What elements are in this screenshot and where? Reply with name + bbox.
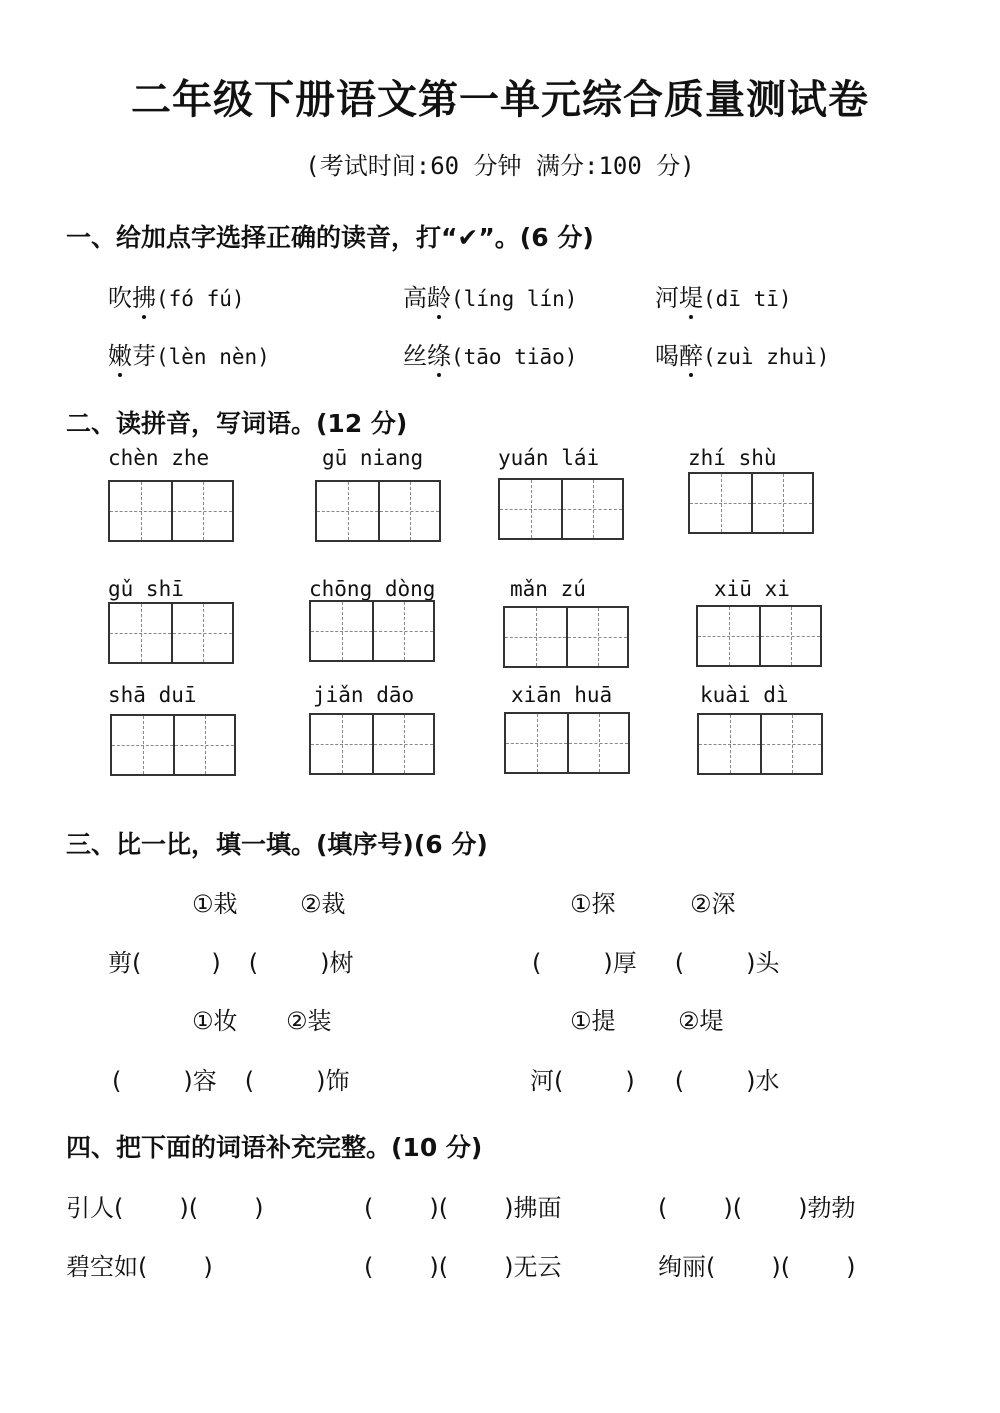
pinyin-label: mǎn zú (510, 577, 586, 601)
pronunciation-item: 河堤(dī tī) (655, 278, 792, 313)
pronunciation-item: 高龄(líng lín) (403, 278, 577, 313)
page-title: 二年级下册语文第一单元综合质量测试卷 (131, 77, 869, 123)
dotted-char: 堤 (679, 278, 703, 313)
option-label: ①栽 (192, 890, 238, 918)
pronunciation-item: 喝醉(zuì zhuì) (655, 336, 829, 371)
writing-grid[interactable] (503, 606, 629, 668)
pinyin-label: chèn zhe (108, 446, 210, 470)
pinyin-label: zhí shù (688, 446, 777, 470)
section-3-heading: 三、比一比，填一填。(填序号)(6 分) (66, 830, 488, 859)
dotted-char: 龄 (427, 278, 451, 313)
idiom-blank[interactable]: 引人( )( ) (66, 1194, 264, 1222)
writing-grid[interactable] (315, 480, 441, 542)
option-label: ①探 (570, 890, 616, 918)
writing-grid[interactable] (108, 480, 234, 542)
fill-blank[interactable]: ( )容 ( )饰 (112, 1067, 350, 1095)
writing-grid[interactable] (108, 602, 234, 664)
writing-grid[interactable] (498, 478, 624, 540)
pronunciation-item: 丝绦(tāo tiāo) (403, 336, 577, 371)
idiom-blank[interactable]: 绚丽( )( ) (658, 1253, 856, 1281)
idiom-blank[interactable]: ( )( )勃勃 (658, 1194, 856, 1222)
exam-info: (考试时间:60 分钟 满分:100 分) (305, 152, 695, 180)
section-2-heading: 二、读拼音，写词语。(12 分) (66, 409, 408, 438)
pronunciation-item: 嫩芽(lèn nèn) (108, 336, 270, 371)
dotted-char: 绦 (427, 336, 451, 371)
pinyin-label: gǔ shī (108, 577, 184, 601)
option-label: ①妆 (192, 1007, 238, 1035)
pinyin-label: shā duī (108, 683, 197, 707)
writing-grid[interactable] (504, 712, 630, 774)
idiom-blank[interactable]: 碧空如( ) (66, 1253, 213, 1281)
idiom-blank[interactable]: ( )( )无云 (364, 1253, 562, 1281)
pinyin-label: xiū xi (714, 577, 790, 601)
fill-blank[interactable]: 河( ) ( )水 (530, 1067, 780, 1095)
dotted-char: 嫩 (108, 336, 132, 371)
pinyin-label: xiān huā (511, 683, 613, 707)
section-1-heading: 一、给加点字选择正确的读音，打“✔”。(6 分) (66, 223, 594, 252)
option-label: ②装 (286, 1007, 332, 1035)
option-label: ②堤 (678, 1007, 724, 1035)
pinyin-label: chōng dòng (309, 577, 436, 601)
writing-grid[interactable] (309, 600, 435, 662)
section-4-heading: 四、把下面的词语补充完整。(10 分) (66, 1133, 483, 1162)
idiom-blank[interactable]: ( )( )拂面 (364, 1194, 562, 1222)
pinyin-label: gū niang (322, 446, 424, 470)
fill-blank[interactable]: 剪( ) ( )树 (108, 949, 354, 977)
writing-grid[interactable] (697, 713, 823, 775)
dotted-char: 拂 (132, 278, 156, 313)
option-label: ②深 (690, 890, 736, 918)
writing-grid[interactable] (696, 605, 822, 667)
pinyin-label: kuài dì (700, 683, 789, 707)
option-label: ②裁 (300, 890, 346, 918)
option-label: ①提 (570, 1007, 616, 1035)
pinyin-label: yuán lái (498, 446, 600, 470)
writing-grid[interactable] (309, 713, 435, 775)
pinyin-label: jiǎn dāo (313, 683, 415, 707)
dotted-char: 醉 (679, 336, 703, 371)
writing-grid[interactable] (110, 714, 236, 776)
pronunciation-item: 吹拂(fó fú) (108, 278, 245, 313)
writing-grid[interactable] (688, 472, 814, 534)
fill-blank[interactable]: ( )厚 ( )头 (532, 949, 780, 977)
